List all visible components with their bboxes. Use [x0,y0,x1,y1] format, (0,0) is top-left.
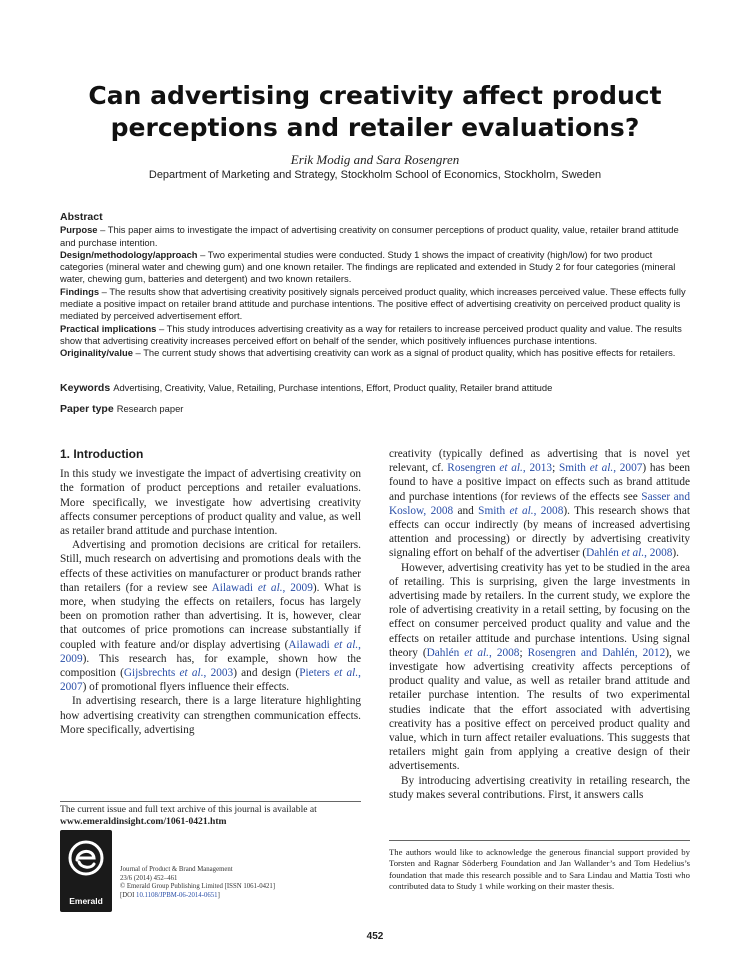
text-run: ). This research has, for example, shown how the composition ( [60,652,361,680]
logo-text: Emerald [69,896,103,906]
intro-paragraph-6: By introducing advertising creativity in retailing research, the study makes several contributions. First, it answers calls [389,774,690,801]
citation-etal: et al. [329,638,359,651]
title-line-2: perceptions and retailer evaluations? [110,113,640,142]
citation-link[interactable] [124,667,233,679]
keywords-text: Advertising, Creativity, Value, Retailing, Purchase intentions, Effort, Product quality, Retailer brand attitude [113,382,553,393]
paper-type-label: Paper type [60,403,114,415]
citation-link[interactable]: Sasser and Koslow, 2008 [389,490,690,517]
journal-name: Journal of Product & Brand Management [120,866,233,873]
citation-etal: et al. [253,581,283,594]
acknowledgement-note: The authors would like to acknowledge the generous financial support provided by Torsten and Ragnar Söderberg Foundation and Jan Wallander’s and Tom Hedelius’s foundation that made this research possible and to Sara Lindau and Mattia Tosti who contributed data to Study 1 while working on their master thesis. [389,840,690,892]
text-run: ), we investigate how advertising creativity affects perceptions of product quality and value, as well as retailer brand attitude and retailer purchase intention. The results of two experimental studies indicate that the effort associated with advertising creativity has a positive effect on perceived product quality and value, which in turn affect retailer evaluations. This suggests that retailers might gain from applying a creative design of their advertisements. [389,646,690,773]
citation-year: , 2007 [613,462,643,475]
findings-label: Findings [60,285,100,297]
journal-url-link[interactable]: www.emeraldinsight.com/1061-0421.htm [60,816,227,827]
text-run: and [453,504,479,517]
text-run: ; [519,646,528,659]
text-run: creativity (typically defined as advertising that is novel yet relevant, cf. [389,448,690,475]
text-run: ) and design ( [233,667,300,680]
journal-block [60,830,361,914]
design-label: Design/methodology/approach [60,248,198,260]
design-text: – Two experimental studies were conducted. Study 1 shows the impact of creativity (high/low) for two product categories (mineral water and chewing gum) and one known retailer. The findings are replicated and extended in Study 2 for four categories (mineral water, chewing gum, batteries and detergent) and two known retailers. [60,248,676,285]
text-run: ). What is more, when studying the effects on retailers, focus has largely been on promotion rather than advertising. It is, however, clear that outcomes of price promotions can increase substantially if coupled with feature and/or display advertising ( [60,581,361,651]
text-run: ) has been found to have a positive impact on effects such as brand attitude and purchase intentions (for reviews of the effects see [389,462,691,503]
practical-text: – This study introduces advertising creativity as a way for retailers to increase perceived product quality and value. The results show that advertising creativity increases perceived effort on behalf of the sender, which positively influences purchase intentions. [60,322,682,346]
citation-link[interactable] [427,647,520,659]
intro-paragraph-1: In this study we investigate the impact of advertising creativity on the formation of product perceptions and retailer evaluations. More specifically, we investigate how advertising creativity affects consumer perceptions of product quality and value, as well as retailer brand attitude and purchase intention. [60,468,361,538]
intro-paragraph-4 [389,447,690,561]
purpose-text: – This paper aims to investigate the impact of advertising creativity on consumer perceptions of product quality, value, retailer brand attitude and purchase intention. [60,224,679,248]
page-number: 452 [366,931,384,942]
citation-link[interactable] [447,462,552,474]
citation-link[interactable]: Rosengren and Dahlén, 2012 [527,646,666,659]
citation-etal: et al. [505,504,534,517]
paper-type-text: Research paper [116,403,184,414]
text-run: ; [552,462,559,475]
citation-year: , 2009 [282,581,313,594]
abstract-findings [60,286,694,323]
citation-year: , 2007 [60,667,361,694]
doi-suffix: ] [217,891,220,899]
citation-author: Gijsbrechts [123,667,176,680]
emerald-logo-mark [66,836,106,888]
body-column-left [60,447,361,737]
citation-link[interactable] [559,462,642,474]
intro-paragraph-5 [389,561,690,774]
body-column-right [389,447,690,802]
citation-link[interactable] [586,547,672,559]
journal-availability-note [60,801,361,828]
intro-paragraph-2 [60,538,361,694]
citation-year: , 2003 [203,667,234,680]
citation-link[interactable] [212,582,313,594]
purpose-label: Purpose [60,224,98,236]
authors: Erik Modig and Sara Rosengren [290,152,460,167]
journal-doi [120,892,361,901]
citation-author: Ailawadi [288,638,330,651]
text-run: Advertising and promotion decisions are critical for retailers. Still, much research on advertising and promotions deals with the effects of these activities on manufacturer or product brands rather than retailers (for a review see [60,539,361,594]
citation-etal: et al. [175,667,204,680]
journal-copyright: © Emerald Group Publishing Limited [ISSN 1061-0421] [120,883,276,891]
doi-prefix: [DOI [120,891,137,899]
availability-text: The current issue and full text archive of this journal is available at [60,804,317,815]
practical-label: Practical implications [60,322,157,334]
originality-text: – The current study shows that advertising creativity can work as a signal of product quality, which has positive effects for retailers. [132,347,676,359]
citation-author: Dahlén [586,547,619,560]
affiliation: Department of Marketing and Strategy, Stockholm School of Economics, Stockholm, Sweden [148,169,602,181]
text-run: However, advertising creativity has yet to be studied in the area of retailing. This is surprising, given the large investments in advertising made by retailers. In the current study, we explore the role of advertising creativity in a retail setting, by focusing on the effect on consumer perceived product quality and value and the effects on retailer attitude and purchase intentions. Using signal theory ( [389,561,690,659]
abstract-purpose [60,224,694,249]
citation-year: , 2008 [533,504,564,517]
citation-etal: et al. [459,646,490,659]
article-title [40,80,710,144]
abstract-originality [60,347,694,359]
keywords-label: Keywords [60,382,111,394]
citation-author: Dahlén [426,646,460,659]
emerald-logo-icon [60,830,112,912]
text-run: ). [672,547,679,560]
citation-etal: et al. [495,462,523,475]
citation-link[interactable] [478,505,563,517]
citation-etal: et al. [329,667,359,680]
citation-etal: et al. [618,547,645,560]
paper-type [60,403,694,415]
citation-year: , 2008 [644,547,673,560]
citation-author: Rosengren [447,462,496,475]
intro-paragraph-3: In advertising research, there is a large literature highlighting how advertising creativity can strengthen communication effects. More specifically, advertising [60,695,361,736]
abstract [60,211,694,360]
citation-author: Smith [478,504,506,517]
journal-info [120,866,361,900]
abstract-practical [60,323,694,348]
journal-volume: 23/6 (2014) 452–461 [120,874,178,882]
abstract-design [60,249,694,286]
citation-year: , 2009 [60,638,361,665]
citation-author: Pieters [299,667,330,680]
section-heading: 1. Introduction [60,447,144,461]
citation-author: Smith [558,462,586,475]
citation-year: , 2008 [489,646,520,659]
keywords [60,382,694,394]
originality-label: Originality/value [60,347,133,359]
findings-text: – The results show that advertising creativity positively signals perceived product quality, which increases perceived value. These effects fully mediate a positive impact on retailer brand attitude and purchase intentions. The positive effect of advertising creativity on perceived product quality is mediated by perceived advertisement effort. [60,285,686,322]
doi-link[interactable]: 10.1108/JPBM-06-2014-0651 [136,891,218,899]
title-line-1: Can advertising creativity affect product [88,81,662,110]
text-run: ). This research shows that effects can occur indirectly (by means of increased advertising attention and processing) or directly by advertising creativity signaling effort on behalf of the advertiser ( [389,504,690,560]
citation-author: Ailawadi [211,581,254,594]
citation-etal: et al. [585,462,614,475]
abstract-heading: Abstract [60,211,103,223]
text-run: ) of promotional flyers influence their effects. [82,681,290,694]
citation-year: , 2013 [522,462,553,475]
